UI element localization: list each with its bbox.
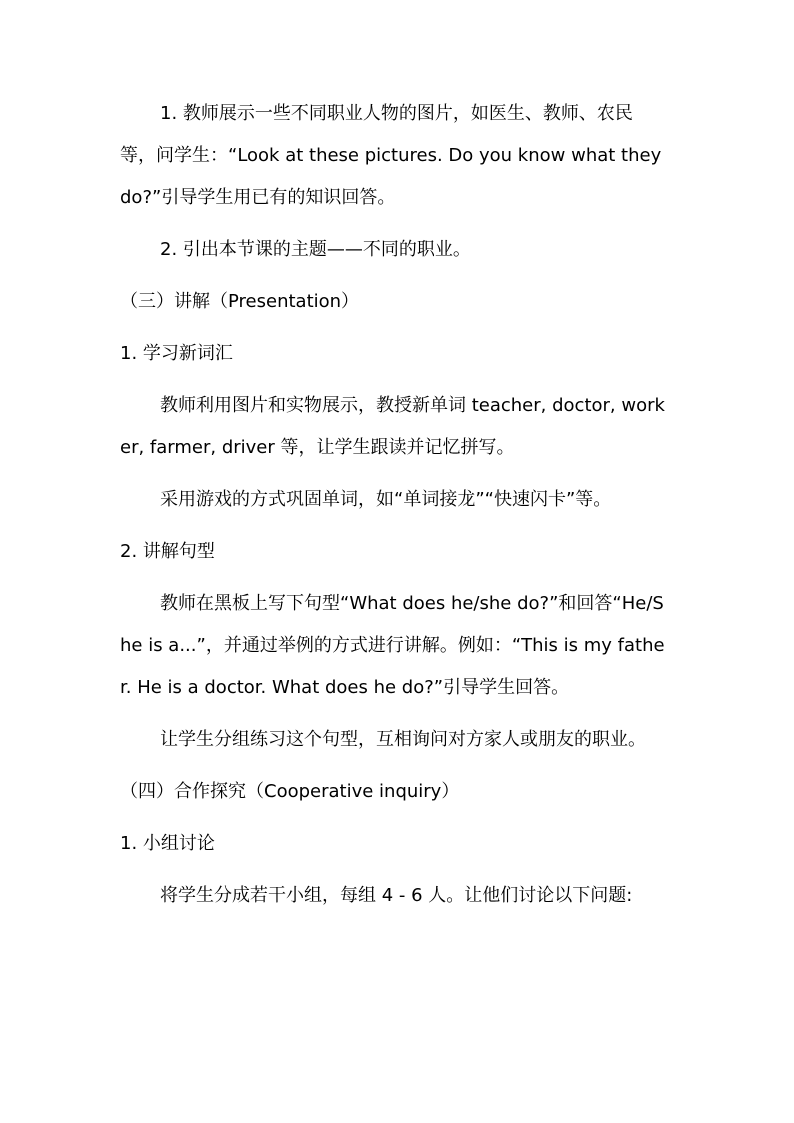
heading-subsection-group: 1. 小组讨论 — [120, 833, 215, 854]
heading-subsection-sentence: 2. 讲解句型 — [120, 541, 215, 562]
paragraph-intro-step-1: 1. 教师展示一些不同职业人物的图片，如医生、教师、农民等，问学生：“Look at these pictures. Do you know what they do?”引导学生用已有的知识回答。 — [120, 103, 662, 208]
paragraph-intro-step-2: 2. 引出本节课的主题——不同的职业。 — [160, 239, 471, 260]
paragraph-sentence-teaching: 教师在黑板上写下句型“What does he/she do?”和回答“He/She is a...”，并通过举例的方式进行讲解。例如：“This is my father. He is a doctor. What does he do?”引导学生回答。 — [120, 593, 665, 698]
paragraph-group-discussion: 将学生分成若干小组，每组 4 - 6 人。让他们讨论以下问题: — [160, 885, 633, 906]
heading-subsection-vocabulary: 1. 学习新词汇 — [120, 343, 233, 364]
paragraph-sentence-practice: 让学生分组练习这个句型，互相询问对方家人或朋友的职业。 — [160, 729, 646, 750]
paragraph-vocab-games: 采用游戏的方式巩固单词，如“单词接龙”“快速闪卡”等。 — [160, 489, 612, 510]
heading-section-presentation: （三）讲解（Presentation） — [120, 291, 360, 312]
document-body — [120, 93, 668, 917]
paragraph-vocab-teaching: 教师利用图片和实物展示，教授新单词 teacher, doctor, worker, farmer, driver 等，让学生跟读并记忆拼写。 — [120, 395, 665, 458]
heading-section-cooperative: （四）合作探究（Cooperative inquiry） — [120, 781, 460, 802]
